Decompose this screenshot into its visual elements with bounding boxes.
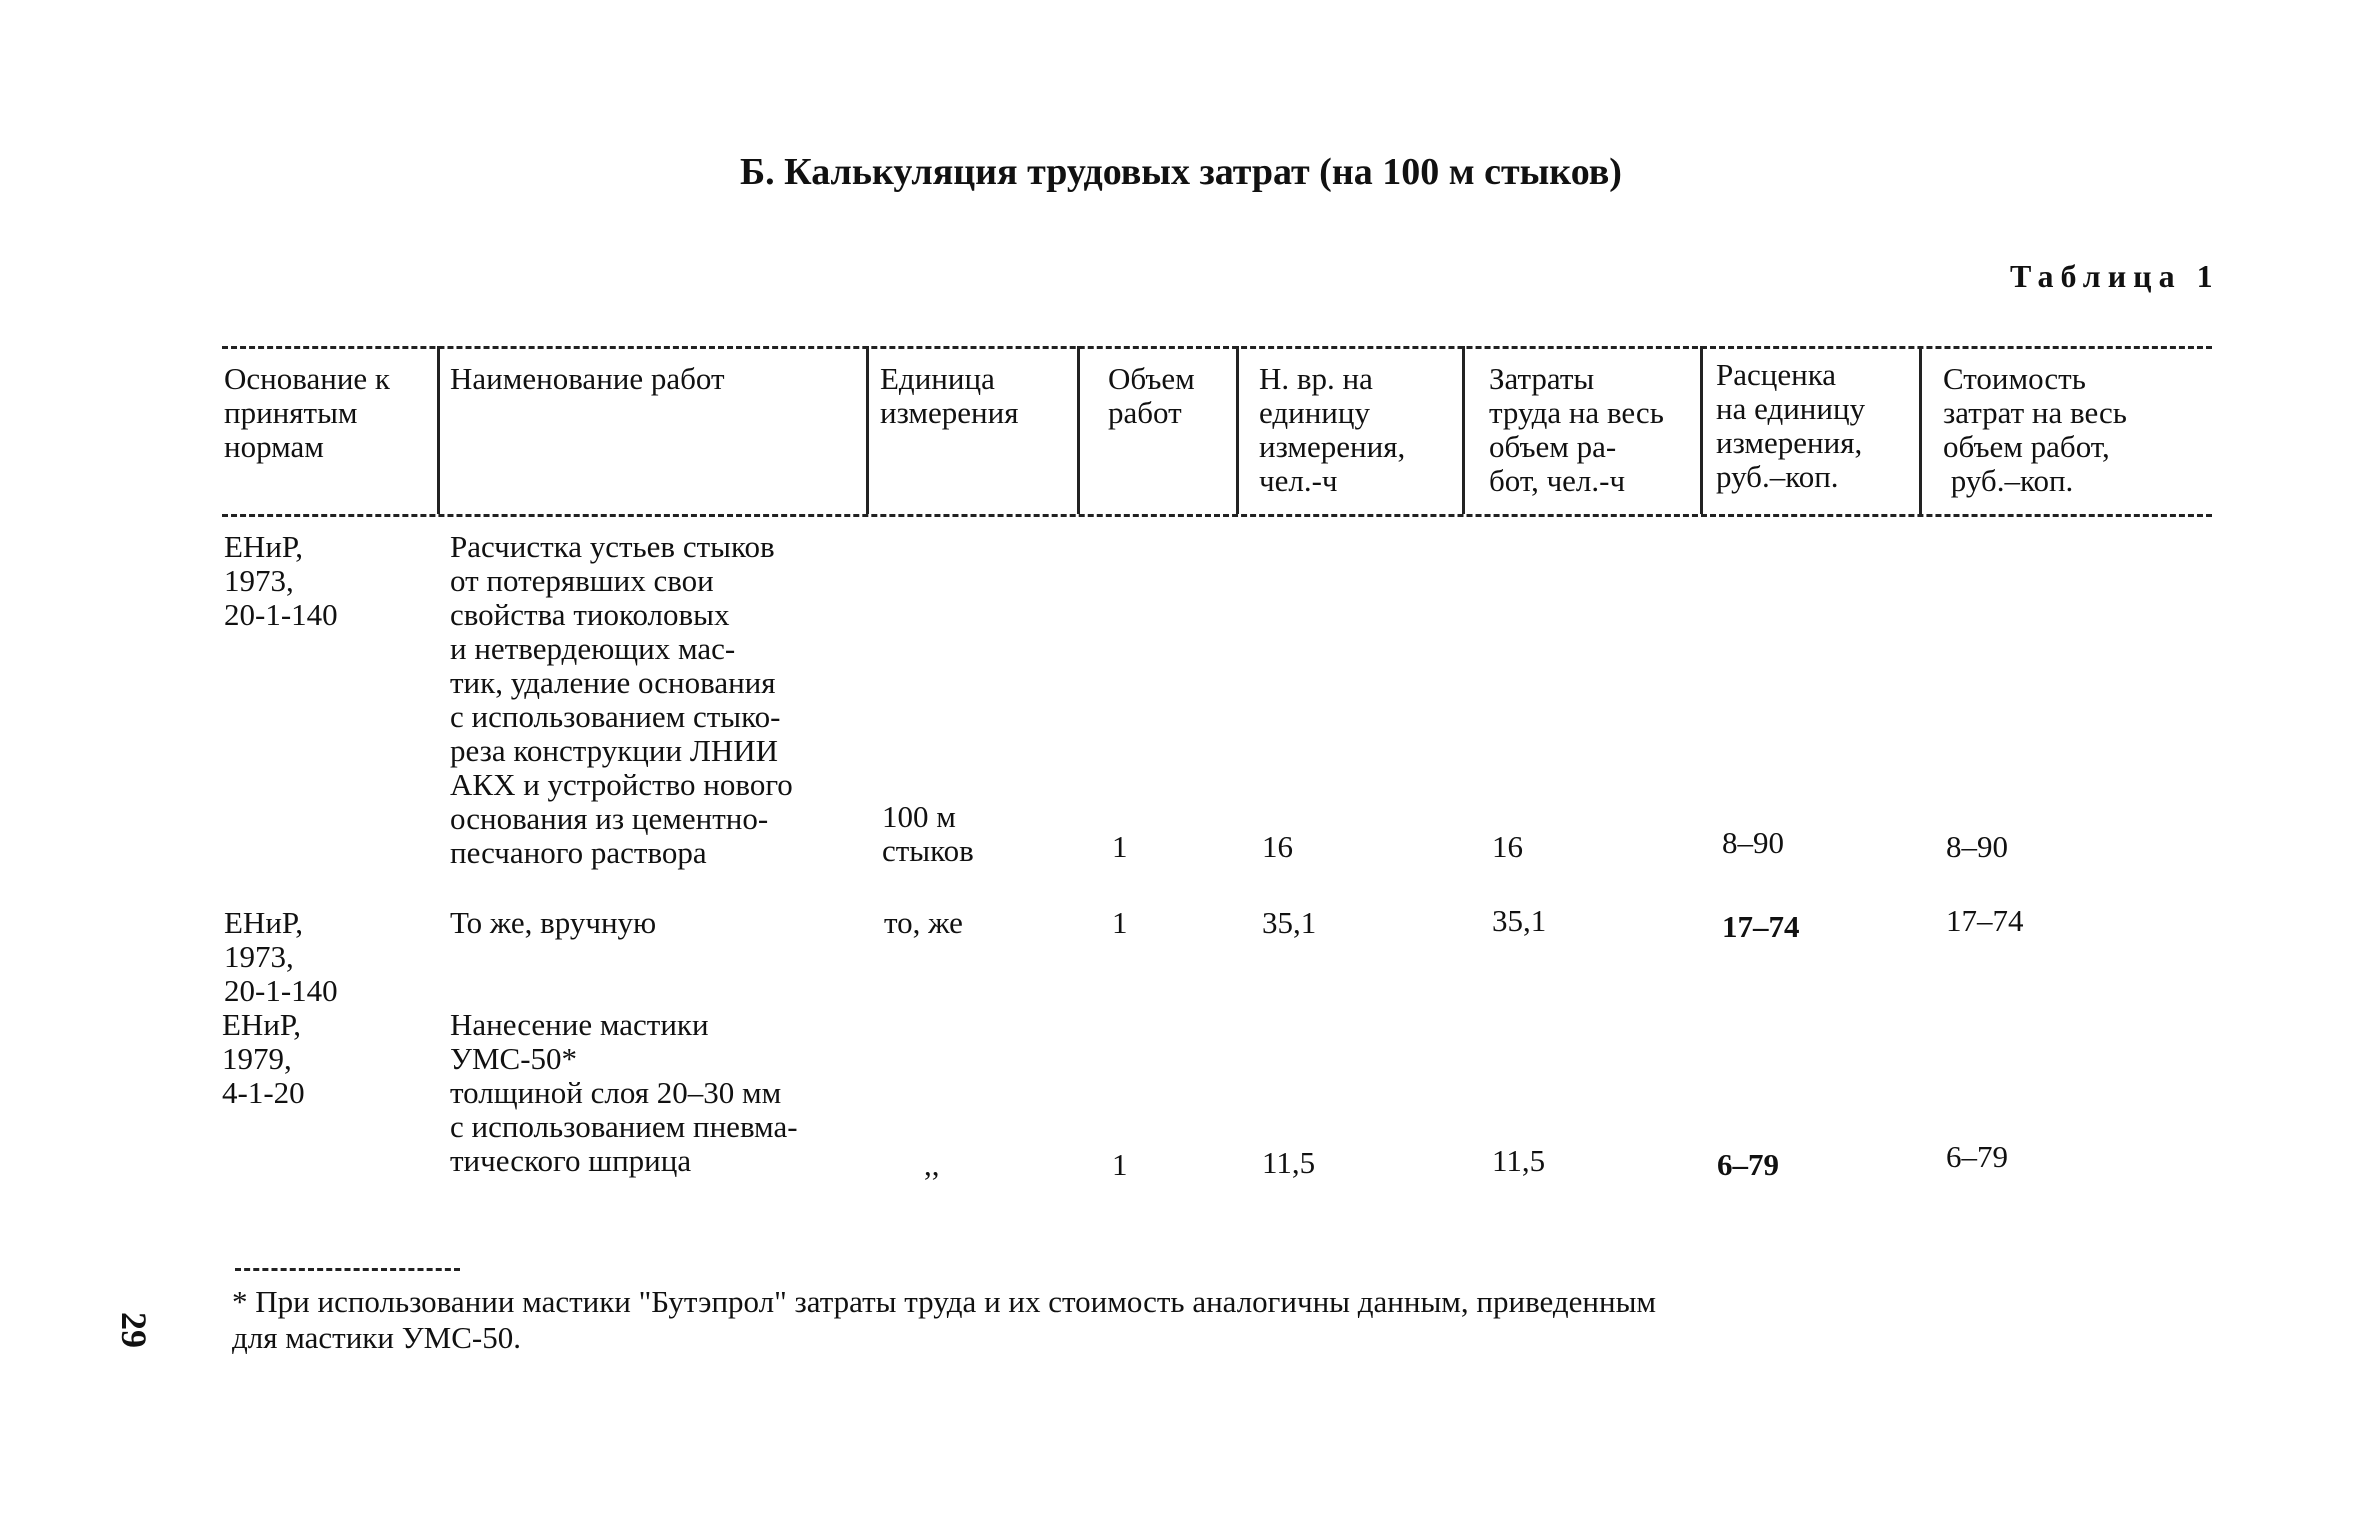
- row2-labor: 35,1: [1492, 903, 1547, 938]
- row1-cost: 8–90: [1946, 829, 2008, 864]
- row3-cost: 6–79: [1946, 1139, 2008, 1174]
- row3-basis: ЕНиР, 1979, 4-1-20: [222, 1007, 305, 1110]
- header-labor-total: Затраты труда на весь объем ра- бот, чел.-ч: [1489, 361, 1664, 498]
- table-top-rule: [222, 346, 2212, 349]
- page-number: 29: [114, 1312, 154, 1348]
- row3-unit: ,,: [924, 1147, 940, 1182]
- column-divider: [1700, 346, 1703, 514]
- row2-norm: 35,1: [1262, 905, 1317, 940]
- column-divider: [866, 346, 869, 514]
- row3-work: Нанесение мастики УМС-50* толщиной слоя 20–30 мм с использованием пневма- тического шприца: [450, 1007, 798, 1178]
- header-norm-time: Н. вр. на единицу измерения, чел.-ч: [1259, 361, 1406, 498]
- header-rate: Расценка на единицу измерения, руб.–коп.: [1716, 357, 1866, 494]
- footnote-line-1: * При использовании мастики "Бутэпрол" затраты труда и их стоимость аналогичны данным, приведенным: [232, 1284, 1657, 1319]
- row2-rate: 17–74: [1722, 909, 1800, 944]
- row1-volume: 1: [1112, 829, 1128, 864]
- header-volume: Объем работ: [1108, 361, 1195, 430]
- column-divider: [1919, 346, 1922, 514]
- header-basis: Основание к принятым нормам: [224, 361, 390, 464]
- footnote-line-2: для мастики УМС-50.: [232, 1320, 521, 1355]
- row1-work: Расчистка устьев стыков от потерявших свои свойства тиоколовых и нетвердеющих мас- тик, удаление основания с использованием стыко- реза конструкции ЛНИИ АКХ и устройство нового основания из цементно- песчаного раствора: [450, 529, 793, 870]
- column-divider: [1077, 346, 1080, 514]
- column-divider: [1462, 346, 1465, 514]
- row3-labor: 11,5: [1492, 1143, 1546, 1178]
- row2-cost: 17–74: [1946, 903, 2024, 938]
- header-work-name: Наименование работ: [450, 361, 725, 396]
- table-header-bottom-rule: [222, 514, 2212, 517]
- header-unit: Единица измерения: [880, 361, 1019, 430]
- header-cost: Стоимость затрат на весь объем работ, руб.–коп.: [1943, 361, 2127, 498]
- table-label: Таблица 1: [2010, 258, 2220, 294]
- row1-basis: ЕНиР, 1973, 20-1-140: [224, 529, 338, 632]
- row3-norm: 11,5: [1262, 1145, 1316, 1180]
- row3-rate: 6–79: [1717, 1147, 1779, 1182]
- row1-rate: 8–90: [1722, 825, 1784, 860]
- row1-labor: 16: [1492, 829, 1523, 864]
- footnote-rule: [235, 1268, 460, 1271]
- row2-volume: 1: [1112, 905, 1128, 940]
- row2-unit: то, же: [884, 905, 963, 940]
- page-title: Б. Калькуляция трудовых затрат (на 100 м стыков): [740, 151, 1622, 193]
- row2-basis: ЕНиР, 1973, 20-1-140: [224, 905, 338, 1008]
- row1-norm: 16: [1262, 829, 1293, 864]
- row2-work: То же, вручную: [450, 905, 657, 940]
- row1-unit: 100 м стыков: [882, 799, 974, 868]
- row3-volume: 1: [1112, 1147, 1128, 1182]
- column-divider: [437, 346, 440, 514]
- column-divider: [1236, 346, 1239, 514]
